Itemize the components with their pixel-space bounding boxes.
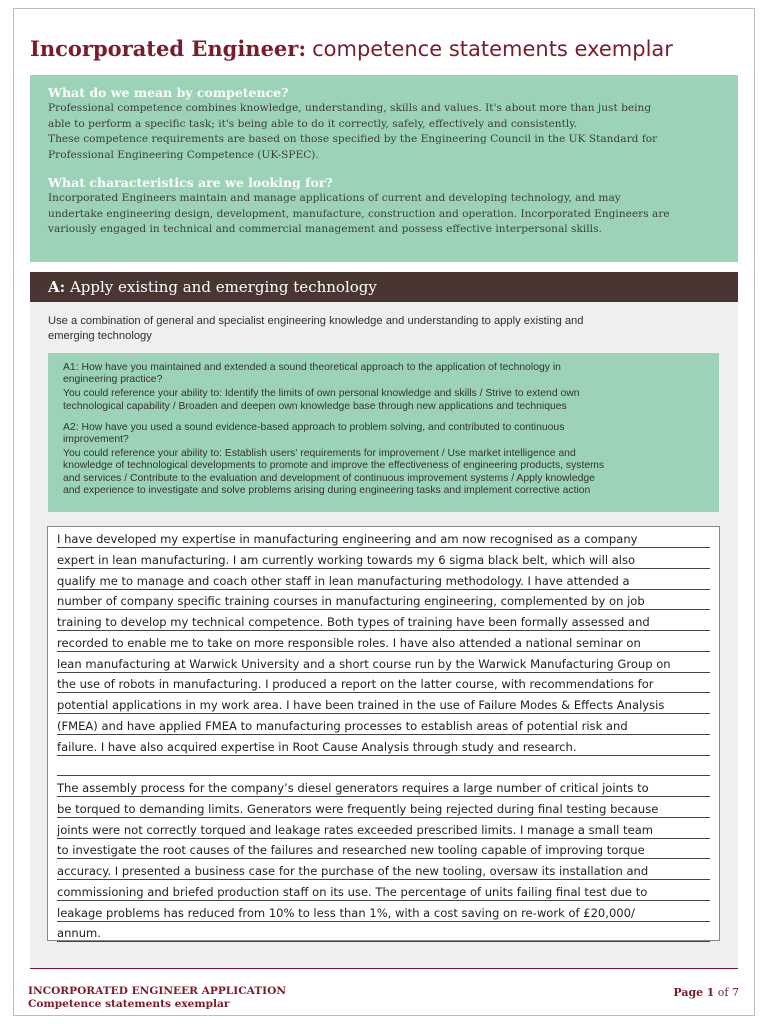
a1-question-line: A1: How have you maintained and extended a sound theoretical approach to the application of technology in xyxy=(63,362,561,373)
page-title xyxy=(30,26,673,64)
competence-line: These competence requirements are based on those specified by the Engineering Council in the UK Standard for xyxy=(48,133,658,145)
footer-line-1: INCORPORATED ENGINEER APPLICATION xyxy=(28,985,287,997)
characteristics-line: undertake engineering design, development, manufacture, construction and operation. Incorporated Engineers are xyxy=(48,207,670,220)
page-indicator xyxy=(673,986,739,999)
page-total: of 7 xyxy=(717,986,739,999)
answer-line: lean manufacturing at Warwick University and a short course run by the Warwick Manufacturing Group on xyxy=(57,656,671,671)
footer-divider xyxy=(30,968,738,969)
answer-line: training to develop my technical competence. Both types of training have been formally assessed and xyxy=(57,615,650,629)
answer-line: I have developed my expertise in manufacturing engineering and am now recognised as a company xyxy=(57,532,638,546)
a2-reference-line: and experience to investigate and solve problems arising during engineering tasks and implement corrective action xyxy=(63,484,591,496)
a2-question-line: improvement? xyxy=(63,434,129,446)
answer-line: (FMEA) and have applied FMEA to manufacturing processes to establish areas of potential risk and xyxy=(57,718,628,733)
a2-reference-line: and services / Contribute to the evaluation and development of continuous improvement systems / Apply knowledge xyxy=(63,472,595,484)
page-title-bold: Incorporated Engineer: xyxy=(30,36,307,61)
section-intro xyxy=(48,314,728,343)
a1-reference xyxy=(63,388,705,412)
answer-line: expert in lean manufacturing. I am currently working towards my 6 sigma black belt, which will also xyxy=(57,552,636,567)
answer-line: commissioning and briefed production staff on its use. The percentage of units failing final test due to xyxy=(57,884,648,899)
characteristics-heading: What characteristics are we looking for? xyxy=(48,175,333,190)
a1-reference-line: technological capability / Broaden and deepen own knowledge base through new applications and techniques xyxy=(63,400,567,412)
competence-intro-box xyxy=(30,75,738,262)
page-number: 1 xyxy=(706,986,715,999)
competence-line: Professional competence combines knowledge, understanding, skills and values. It's about more than just being xyxy=(48,102,652,114)
answer-line: potential applications in my work area. I have been trained in the use of Failure Modes & Effects Analysis xyxy=(57,698,665,712)
a2-reference xyxy=(63,448,705,497)
answer-text xyxy=(57,529,717,944)
footer-line-2: Competence statements exemplar xyxy=(28,998,230,1010)
a1-question-line: engineering practice? xyxy=(63,374,163,386)
competence-line: able to perform a specific task; it's being able to do it correctly, safely, effectively and consistently. xyxy=(48,117,578,130)
answer-line: be torqued to demanding limits. Generators were frequently being rejected during final testing because xyxy=(57,801,659,816)
section-intro-line: Use a combination of general and specialist engineering knowledge and understanding to apply existing and xyxy=(48,315,584,327)
page-title-subtitle: competence statements exemplar xyxy=(312,37,673,61)
answer-text-area[interactable] xyxy=(47,526,720,941)
answer-line: qualify me to manage and coach other staff in lean manufacturing methodology. I have attended a xyxy=(57,573,630,588)
a1-question xyxy=(63,362,705,386)
section-intro-line: emerging technology xyxy=(48,329,152,342)
answer-line xyxy=(57,757,717,778)
a1-reference-line: You could reference your ability to: Identify the limits of own personal knowledge and skills / Strive to extend own xyxy=(63,388,580,400)
answer-line: the use of robots in manufacturing. I produced a report on the latter course, with recommendations for xyxy=(57,677,654,692)
section-a-header xyxy=(30,272,738,302)
answer-line: failure. I have also acquired expertise in Root Cause Analysis through study and research. xyxy=(57,739,577,754)
section-letter: A: xyxy=(48,278,66,296)
characteristics-line: variously engaged in technical and commercial management and possess effective interpersonal skills. xyxy=(48,223,602,235)
page-label: Page xyxy=(673,986,704,999)
a2-question xyxy=(63,422,705,446)
a2-question-line: A2: How have you used a sound evidence-based approach to problem solving, and contributed to continuous xyxy=(63,421,565,433)
characteristics-paragraph xyxy=(48,191,720,238)
characteristics-line: Incorporated Engineers maintain and manage applications of current and developing technology, and may xyxy=(48,192,621,204)
answer-line: annum. xyxy=(57,926,101,941)
answer-line: accuracy. I presented a business case for the purchase of the new tooling, oversaw its installation and xyxy=(57,864,649,878)
answer-line: to investigate the root causes of the failures and researched new tooling capable of improving torque xyxy=(57,843,645,858)
answer-line: The assembly process for the company’s diesel generators requires a large number of critical joints to xyxy=(57,781,649,795)
answer-line: number of company specific training courses in manufacturing engineering, complemented by on job xyxy=(57,594,645,609)
guidance-questions-box xyxy=(48,353,719,512)
competence-heading: What do we mean by competence? xyxy=(48,85,289,100)
section-title: Apply existing and emerging technology xyxy=(69,278,377,296)
answer-line: joints were not correctly torqued and leakage rates exceeded prescribed limits. I manage a small team xyxy=(57,822,654,837)
competence-paragraph xyxy=(48,101,720,163)
section-a xyxy=(30,272,738,968)
a2-reference-line: You could reference your ability to: Establish users' requirements for improvement / Use market intelligence and xyxy=(63,448,576,460)
footer-document-title xyxy=(28,985,286,1011)
answer-line: recorded to enable me to take on more responsible roles. I have also attended a national seminar on xyxy=(57,635,641,650)
a2-reference-line: knowledge of technological developments to promote and improve the effectiveness of engineering products, systems xyxy=(63,460,605,472)
answer-line: leakage problems has reduced from 10% to less than 1%, with a cost saving on re-work of £20,000/ xyxy=(57,905,635,920)
competence-line: Professional Engineering Competence (UK-SPEC). xyxy=(48,148,319,161)
